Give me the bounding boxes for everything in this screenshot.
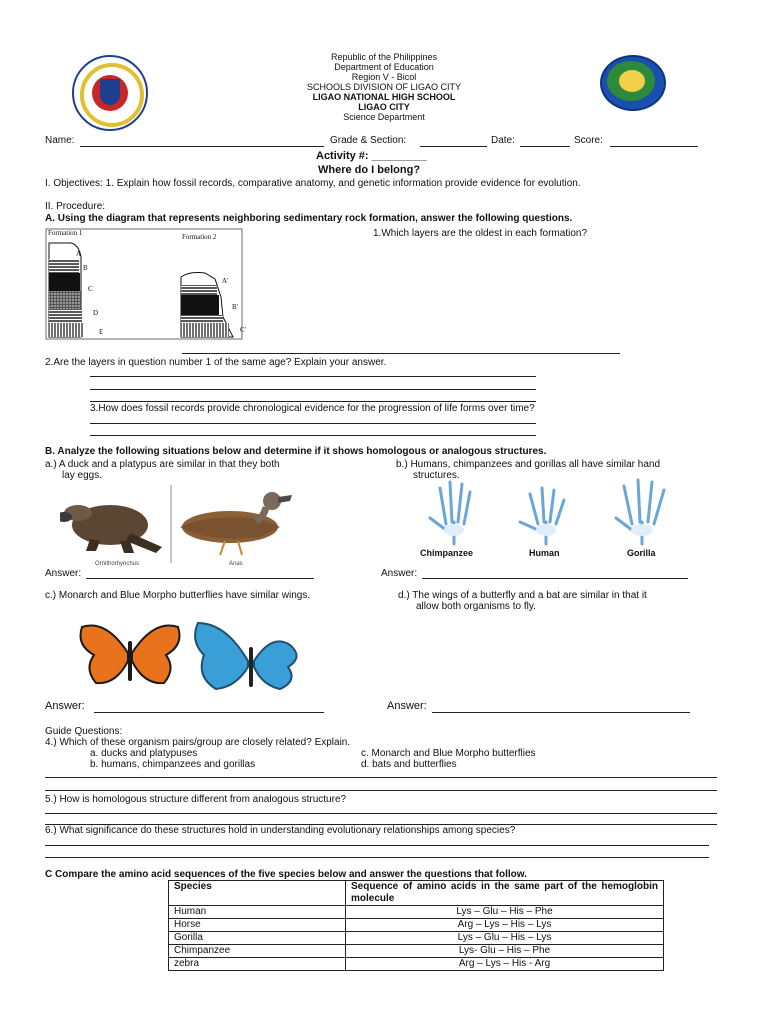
chimpanzee-label: Chimpanzee xyxy=(420,548,474,558)
sequence-cell: Arg – Lys – His – Lys xyxy=(346,919,664,932)
guide-question-6: 6.) What significance do these structures hold in understanding evolutionary relationships among species? xyxy=(45,825,516,836)
answer-line-q2-3[interactable] xyxy=(90,401,536,402)
answer-c-label: Answer: xyxy=(45,700,85,712)
procedure-label: II. Procedure: xyxy=(45,201,106,212)
answer-line-q4-1[interactable] xyxy=(45,777,717,778)
guide-question-5: 5.) How is homologous structure different from analogous structure? xyxy=(45,794,347,805)
situation-d-line1: d.) The wings of a butterfly and a bat are similar in that it xyxy=(398,590,647,601)
species-cell: Chimpanzee xyxy=(169,945,346,958)
answer-line-q3-2[interactable] xyxy=(90,435,536,436)
date-label: Date: xyxy=(491,135,515,146)
layer-c-label: C xyxy=(88,285,93,293)
layer-c-prime-label: C' xyxy=(240,326,246,334)
section-c-heading: C Compare the amino acid sequences of the five species below and answer the questions that follow. xyxy=(45,869,527,880)
answer-d-field[interactable] xyxy=(432,712,690,713)
question-3: 3.How does fossil records provide chronological evidence for the progression of life forms over time? xyxy=(90,403,535,414)
layer-b-prime-label: B' xyxy=(232,303,238,311)
guide-question-4: 4.) Which of these organism pairs/group are closely related? Explain. xyxy=(45,737,351,748)
header-division: SCHOOLS DIVISION OF LIGAO CITY xyxy=(306,82,462,92)
grade-label: Grade & Section: xyxy=(330,135,407,146)
platypus-caption: Ornithorhynchus xyxy=(95,561,140,567)
answer-line-q1[interactable] xyxy=(182,353,620,354)
activity-label: Activity #: _________ xyxy=(316,150,427,162)
butterflies-image xyxy=(76,617,308,699)
section-a-heading: A. Using the diagram that represents neighboring sedimentary rock formation, answer the following questions. xyxy=(45,213,573,224)
answer-line-q2-1[interactable] xyxy=(90,376,536,377)
sequence-column-header: Sequence of amino acids in the same part of the hemoglobin molecule xyxy=(346,881,664,906)
answer-a-field[interactable] xyxy=(86,578,314,579)
section-b-heading: B. Analyze the following situations below and determine if it shows homologous or analogous structures. xyxy=(45,446,547,457)
duck-caption: Anas xyxy=(229,561,243,567)
table-row xyxy=(169,958,664,971)
layer-a-label: A xyxy=(76,250,82,258)
question-1: 1.Which layers are the oldest in each formation? xyxy=(373,228,587,239)
activity-title: Where do I belong? xyxy=(318,164,421,176)
layer-b-label: B xyxy=(83,264,88,272)
situation-a-line2: lay eggs. xyxy=(62,470,103,481)
answer-b-label: Answer: xyxy=(381,568,418,579)
formation2-label: Formation 2 xyxy=(182,233,217,241)
answer-line-q3-1[interactable] xyxy=(90,423,536,424)
sequence-cell: Lys- Glu – His – Phe xyxy=(346,945,664,958)
layer-d-label: D xyxy=(93,309,99,317)
table-row xyxy=(169,932,664,945)
sequence-cell: Lys – Glu – His – Lys xyxy=(346,932,664,945)
school-seal-logo xyxy=(600,55,666,111)
species-column-header: Species xyxy=(169,881,346,906)
species-cell: zebra xyxy=(169,958,346,971)
answer-a-label: Answer: xyxy=(45,568,82,579)
amino-acid-table xyxy=(168,880,664,971)
date-field[interactable] xyxy=(520,146,570,147)
option-c: c. Monarch and Blue Morpho butterflies xyxy=(361,748,536,759)
situation-d-line2: allow both organisms to fly. xyxy=(416,601,536,612)
species-cell: Human xyxy=(169,906,346,919)
question-2: 2.Are the layers in question number 1 of the same age? Explain your answer. xyxy=(45,357,387,368)
answer-line-q5-1[interactable] xyxy=(45,813,717,814)
sequence-cell: Arg – Lys – His - Arg xyxy=(346,958,664,971)
situation-b-line2: structures. xyxy=(413,470,460,481)
situation-c: c.) Monarch and Blue Morpho butterflies have similar wings. xyxy=(45,590,311,601)
score-label: Score: xyxy=(574,135,603,146)
header-city: LIGAO CITY xyxy=(358,102,410,112)
name-field[interactable] xyxy=(80,146,324,147)
answer-line-q2-2[interactable] xyxy=(90,389,536,390)
header-deped: Department of Education xyxy=(334,62,434,72)
score-field[interactable] xyxy=(610,146,698,147)
option-b: b. humans, chimpanzees and gorillas xyxy=(90,759,256,770)
table-row xyxy=(169,945,664,958)
guide-questions-label: Guide Questions: xyxy=(45,726,123,737)
table-header-row xyxy=(169,881,664,906)
layer-a-prime-label: A' xyxy=(222,277,229,285)
hand-bones-image xyxy=(420,478,690,548)
table-row xyxy=(169,919,664,932)
answer-line-q6-1[interactable] xyxy=(45,845,709,846)
grade-field[interactable] xyxy=(420,146,487,147)
header-school: LIGAO NATIONAL HIGH SCHOOL xyxy=(312,92,456,102)
table-row xyxy=(169,906,664,919)
sequence-cell: Lys – Glu – His – Phe xyxy=(346,906,664,919)
option-d: d. bats and butterflies xyxy=(361,759,457,770)
objectives-text: I. Objectives: 1. Explain how fossil records, comparative anatomy, and genetic information provide evidence for evolution. xyxy=(45,178,581,189)
answer-b-field[interactable] xyxy=(422,578,688,579)
species-cell: Gorilla xyxy=(169,932,346,945)
header-department: Science Department xyxy=(343,112,425,122)
gorilla-label: Gorilla xyxy=(627,548,656,558)
formation1-label: Formation 1 xyxy=(48,229,83,237)
situation-b-line1: b.) Humans, chimpanzees and gorillas all have similar hand xyxy=(396,459,661,470)
platypus-duck-image xyxy=(60,483,292,565)
answer-d-label: Answer: xyxy=(387,700,427,712)
human-label: Human xyxy=(529,548,560,558)
answer-line-q4-2[interactable] xyxy=(45,790,717,791)
header-region: Region V - Bicol xyxy=(351,72,417,82)
species-cell: Horse xyxy=(169,919,346,932)
situation-a-line1: a.) A duck and a platypus are similar in that they both xyxy=(45,459,280,470)
deped-seal-logo xyxy=(72,55,148,131)
answer-c-field[interactable] xyxy=(94,712,324,713)
option-a: a. ducks and platypuses xyxy=(90,748,198,759)
header-republic: Republic of the Philippines xyxy=(330,52,438,62)
name-label: Name: xyxy=(45,135,75,146)
layer-e-label: E xyxy=(99,328,104,336)
answer-line-q6-2[interactable] xyxy=(45,857,709,858)
